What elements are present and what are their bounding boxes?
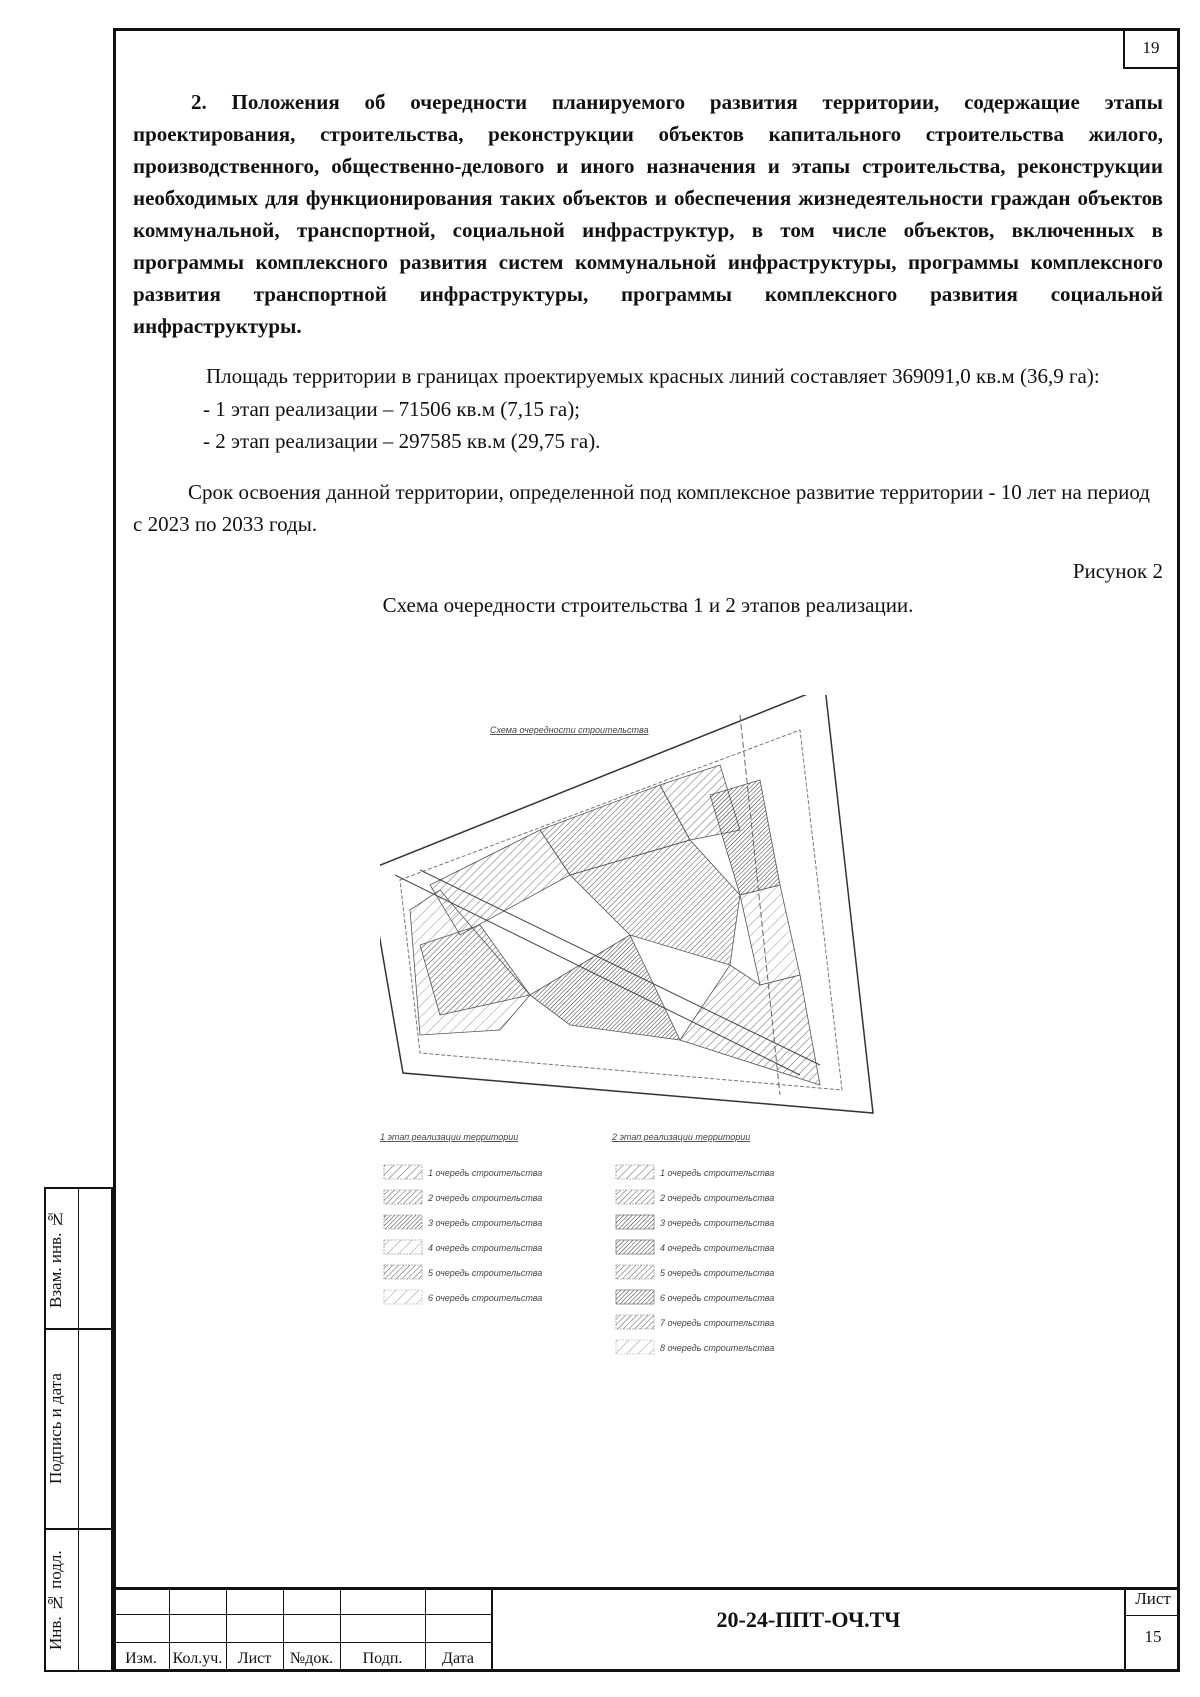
top-page-number: 19 (1123, 31, 1177, 69)
legend-1-item: 1 очередь строительства (428, 1168, 543, 1178)
stamp-inv (44, 1528, 113, 1672)
sheet-label: Лист (1126, 1589, 1180, 1616)
legend-1-item: 4 очередь строительства (428, 1243, 543, 1253)
figure-number: Рисунок 2 (1072, 558, 1163, 583)
stamp-inv-label: Инв. № подл. (46, 1550, 65, 1650)
section-heading: 2. Положения об очередности планируемого развития территории, содержащие этапы проектирования, строительства, реконструкции объектов капитального строительства жилого, производственного, общественно-делового и иного назначения и этапы строительства, реконструкции необходимых для функционирования таких объектов и обеспечения жизнедеятельности граждан объектов коммунальной, транспортной, социальной инфраструктур, в том числе объектов, включенных в программы комплексного развития систем коммунальной инфраструктуры, программы комплексного развития транспортной инфраструктуры, программы комплексного развития социальной инфраструктуры. (133, 90, 1163, 338)
legend-2-item: 2 очередь строительства (660, 1193, 775, 1203)
legend-1-item: 3 очередь строительства (428, 1218, 543, 1228)
legend-1-title: 1 этап реализации территории (380, 1132, 519, 1142)
stamp-vzam-label: Взам. инв. № (46, 1209, 65, 1308)
legend-2-item: 3 очередь строительства (660, 1218, 775, 1228)
legend-2-item: 1 очередь строительства (660, 1168, 775, 1178)
legend-2-item: 4 очередь строительства (660, 1243, 775, 1253)
col-ndok: №док. (289, 1650, 334, 1667)
stage-1-line: - 1 этап реализации – 71506 кв.м (7,15 га); (203, 396, 581, 421)
stamp-vzam (44, 1187, 113, 1330)
legend-2-title: 2 этап реализации территории (612, 1132, 751, 1142)
legend-stage-2 (611, 1132, 774, 1354)
col-list: Лист (237, 1650, 272, 1667)
parcel (740, 885, 800, 985)
figure-caption: Схема очередности строительства 1 и 2 этапов реализации. (382, 593, 914, 618)
parcel (530, 935, 680, 1040)
document-code: 20-24-ППТ-ОЧ.ТЧ (716, 1607, 901, 1632)
legend-2-item: 5 очередь строительства (660, 1268, 775, 1278)
construction-scheme (380, 695, 880, 1475)
left-stamp-column (44, 1187, 113, 1672)
legend-2-item: 6 очередь строительства (660, 1293, 775, 1303)
col-data: Дата (442, 1650, 474, 1667)
area-paragraph: Площадь территории в границах проектируемых красных линий составляет 369091,0 кв.м (36,9 га): (206, 364, 1100, 388)
title-block (113, 1587, 1180, 1672)
sheet-number: 15 (1144, 1627, 1162, 1646)
parcel (680, 965, 820, 1085)
legend-2-item: 8 очередь строительства (660, 1343, 775, 1353)
stamp-podpis-label: Подпись и дата (46, 1373, 65, 1485)
col-izm: Изм. (125, 1650, 157, 1667)
col-podp: Подп. (362, 1650, 403, 1667)
col-koluch: Кол.уч. (172, 1650, 223, 1667)
scheme-title: Схема очередности строительства (490, 725, 649, 735)
stamp-podpis (44, 1328, 113, 1530)
stage-2-line: - 2 этап реализации – 297585 кв.м (29,75 га). (203, 429, 601, 454)
legend-1-item: 5 очередь строительства (428, 1268, 543, 1278)
document-body (133, 86, 1163, 622)
revision-grid (113, 1587, 493, 1672)
legend-stage-1 (380, 1132, 542, 1304)
sheet-box (1124, 1587, 1180, 1672)
legend-1-item: 2 очередь строительства (428, 1193, 543, 1203)
legend-2-item: 7 очередь строительства (660, 1318, 775, 1328)
term-paragraph: Срок освоения данной территории, определенной под комплексное развитие территории - 10 лет на период с 2023 по 2033 годы. (133, 479, 1150, 537)
legend-1-item: 6 очередь строительства (428, 1293, 543, 1303)
